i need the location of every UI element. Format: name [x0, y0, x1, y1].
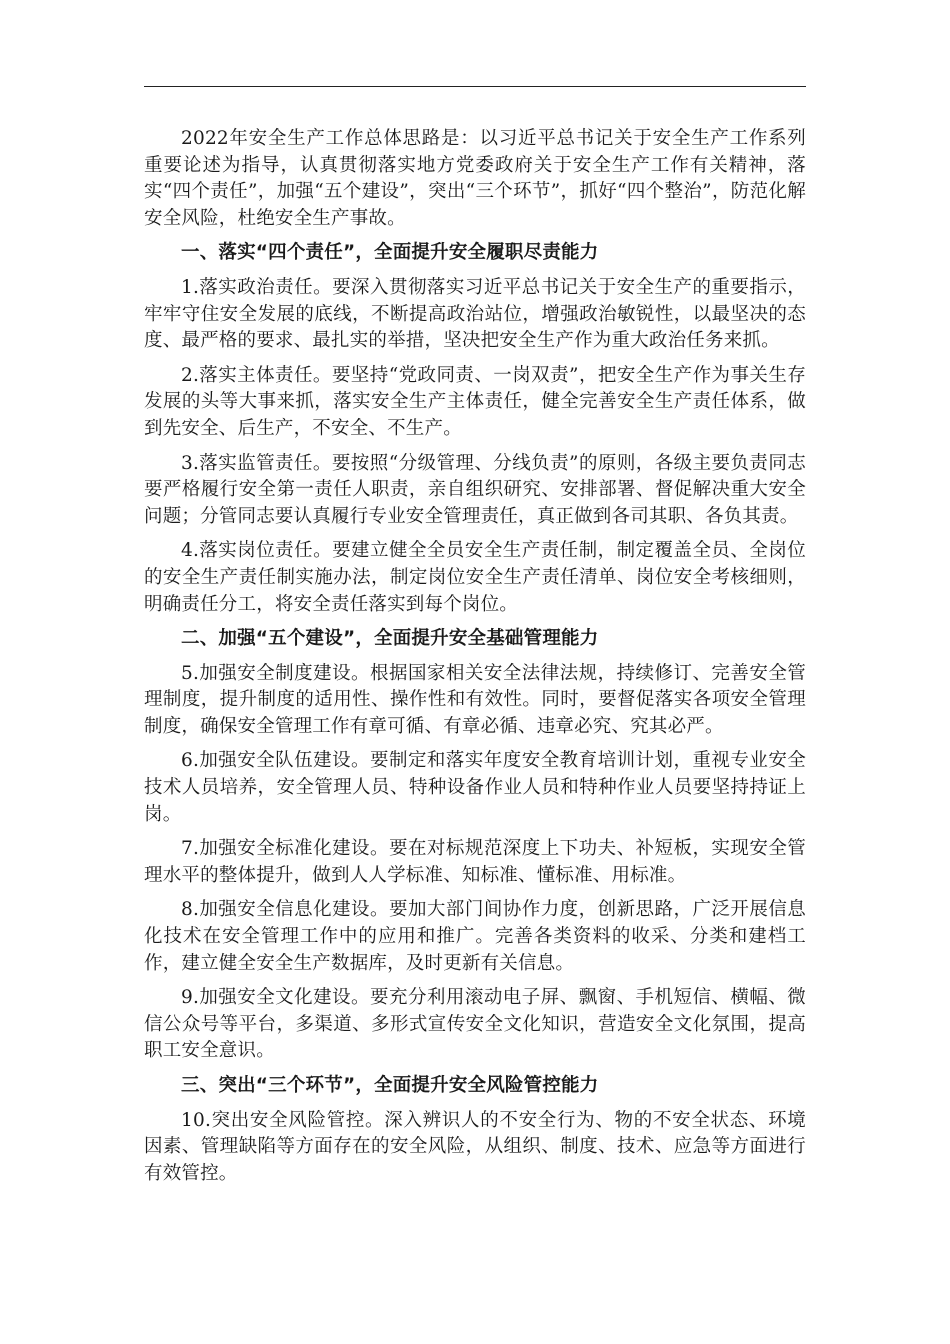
section-1-item-4: 4.落实岗位责任。要建立健全全员安全生产责任制，制定覆盖全员、全岗位的安全生产责任制实施办法，制定岗位安全生产责任清单、岗位安全考核细则，明确责任分工，将安全责任落实到每个岗位。: [144, 540, 806, 615]
document-body: [144, 126, 806, 1195]
section-2-item-6: 6.加强安全队伍建设。要制定和落实年度安全教育培训计划，重视专业安全技术人员培养，安全管理人员、特种设备作业人员和特种作业人员要坚持持证上岗。: [144, 750, 806, 825]
section-1-item-1: 1.落实政治责任。要深入贯彻落实习近平总书记关于安全生产的重要指示，牢牢守住安全发展的底线，不断提高政治站位，增强政治敏锐性，以最坚决的态度、最严格的要求、最扎实的举措，坚决把安全生产作为重大政治任务来抓。: [144, 276, 806, 352]
header-rule: [144, 86, 806, 87]
section-2-item-5: 5.加强安全制度建设。根据国家相关安全法律法规，持续修订、完善安全管理制度，提升制度的适用性、操作性和有效性。同时，要督促落实各项安全管理制度，确保安全管理工作有章可循、有章必循、违章必究、究其必严。: [144, 662, 806, 737]
section-3-item-10: 10.突出安全风险管控。深入辨识人的不安全行为、物的不安全状态、环境因素、管理缺陷等方面存在的安全风险，从组织、制度、技术、应急等方面进行有效管控。: [144, 1109, 806, 1184]
section-heading-3: 三、突出“三个环节”，全面提升安全风险管控能力: [181, 1075, 599, 1096]
section-heading-2: 二、加强“五个建设”，全面提升安全基础管理能力: [181, 628, 599, 650]
intro-paragraph: 2022年安全生产工作总体思路是：以习近平总书记关于安全生产工作系列重要论述为指导，认真贯彻落实地方党委政府关于安全生产工作有关精神，落实“四个责任”，加强“五个建设”，突出“三个环节”，抓好“四个整治”，防范化解安全风险，杜绝安全生产事故。: [144, 128, 806, 229]
section-2-item-7: 7.加强安全标准化建设。要在对标规范深度上下功夫、补短板，实现安全管理水平的整体提升，做到人人学标准、知标准、懂标准、用标准。: [144, 838, 806, 886]
section-heading-1: 一、落实“四个责任”，全面提升安全履职尽责能力: [181, 242, 599, 264]
section-1-item-2: 2.落实主体责任。要坚持“党政同责、一岗双责”，把安全生产作为事关生存发展的头等大事来抓，落实安全生产主体责任，健全完善安全生产责任体系，做到先安全、后生产，不安全、不生产。: [144, 364, 806, 439]
section-2-item-8: 8.加强安全信息化建设。要加大部门间协作力度，创新思路，广泛开展信息化技术在安全管理工作中的应用和推广。完善各类资料的收采、分类和建档工作，建立健全安全生产数据库，及时更新有关信息。: [144, 899, 806, 974]
section-2-item-9: 9.加强安全文化建设。要充分利用滚动电子屏、飘窗、手机短信、横幅、微信公众号等平台，多渠道、多形式宣传安全文化知识，营造安全文化氛围，提高职工安全意识。: [144, 987, 806, 1062]
section-1-item-3: 3.落实监管责任。要按照“分级管理、分线负责”的原则，各级主要负责同志要严格履行安全第一责任人职责，亲自组织研究、安排部署、督促解决重大安全问题；分管同志要认真履行专业安全管理责任，真正做到各司其职、各负其责。: [144, 452, 806, 527]
